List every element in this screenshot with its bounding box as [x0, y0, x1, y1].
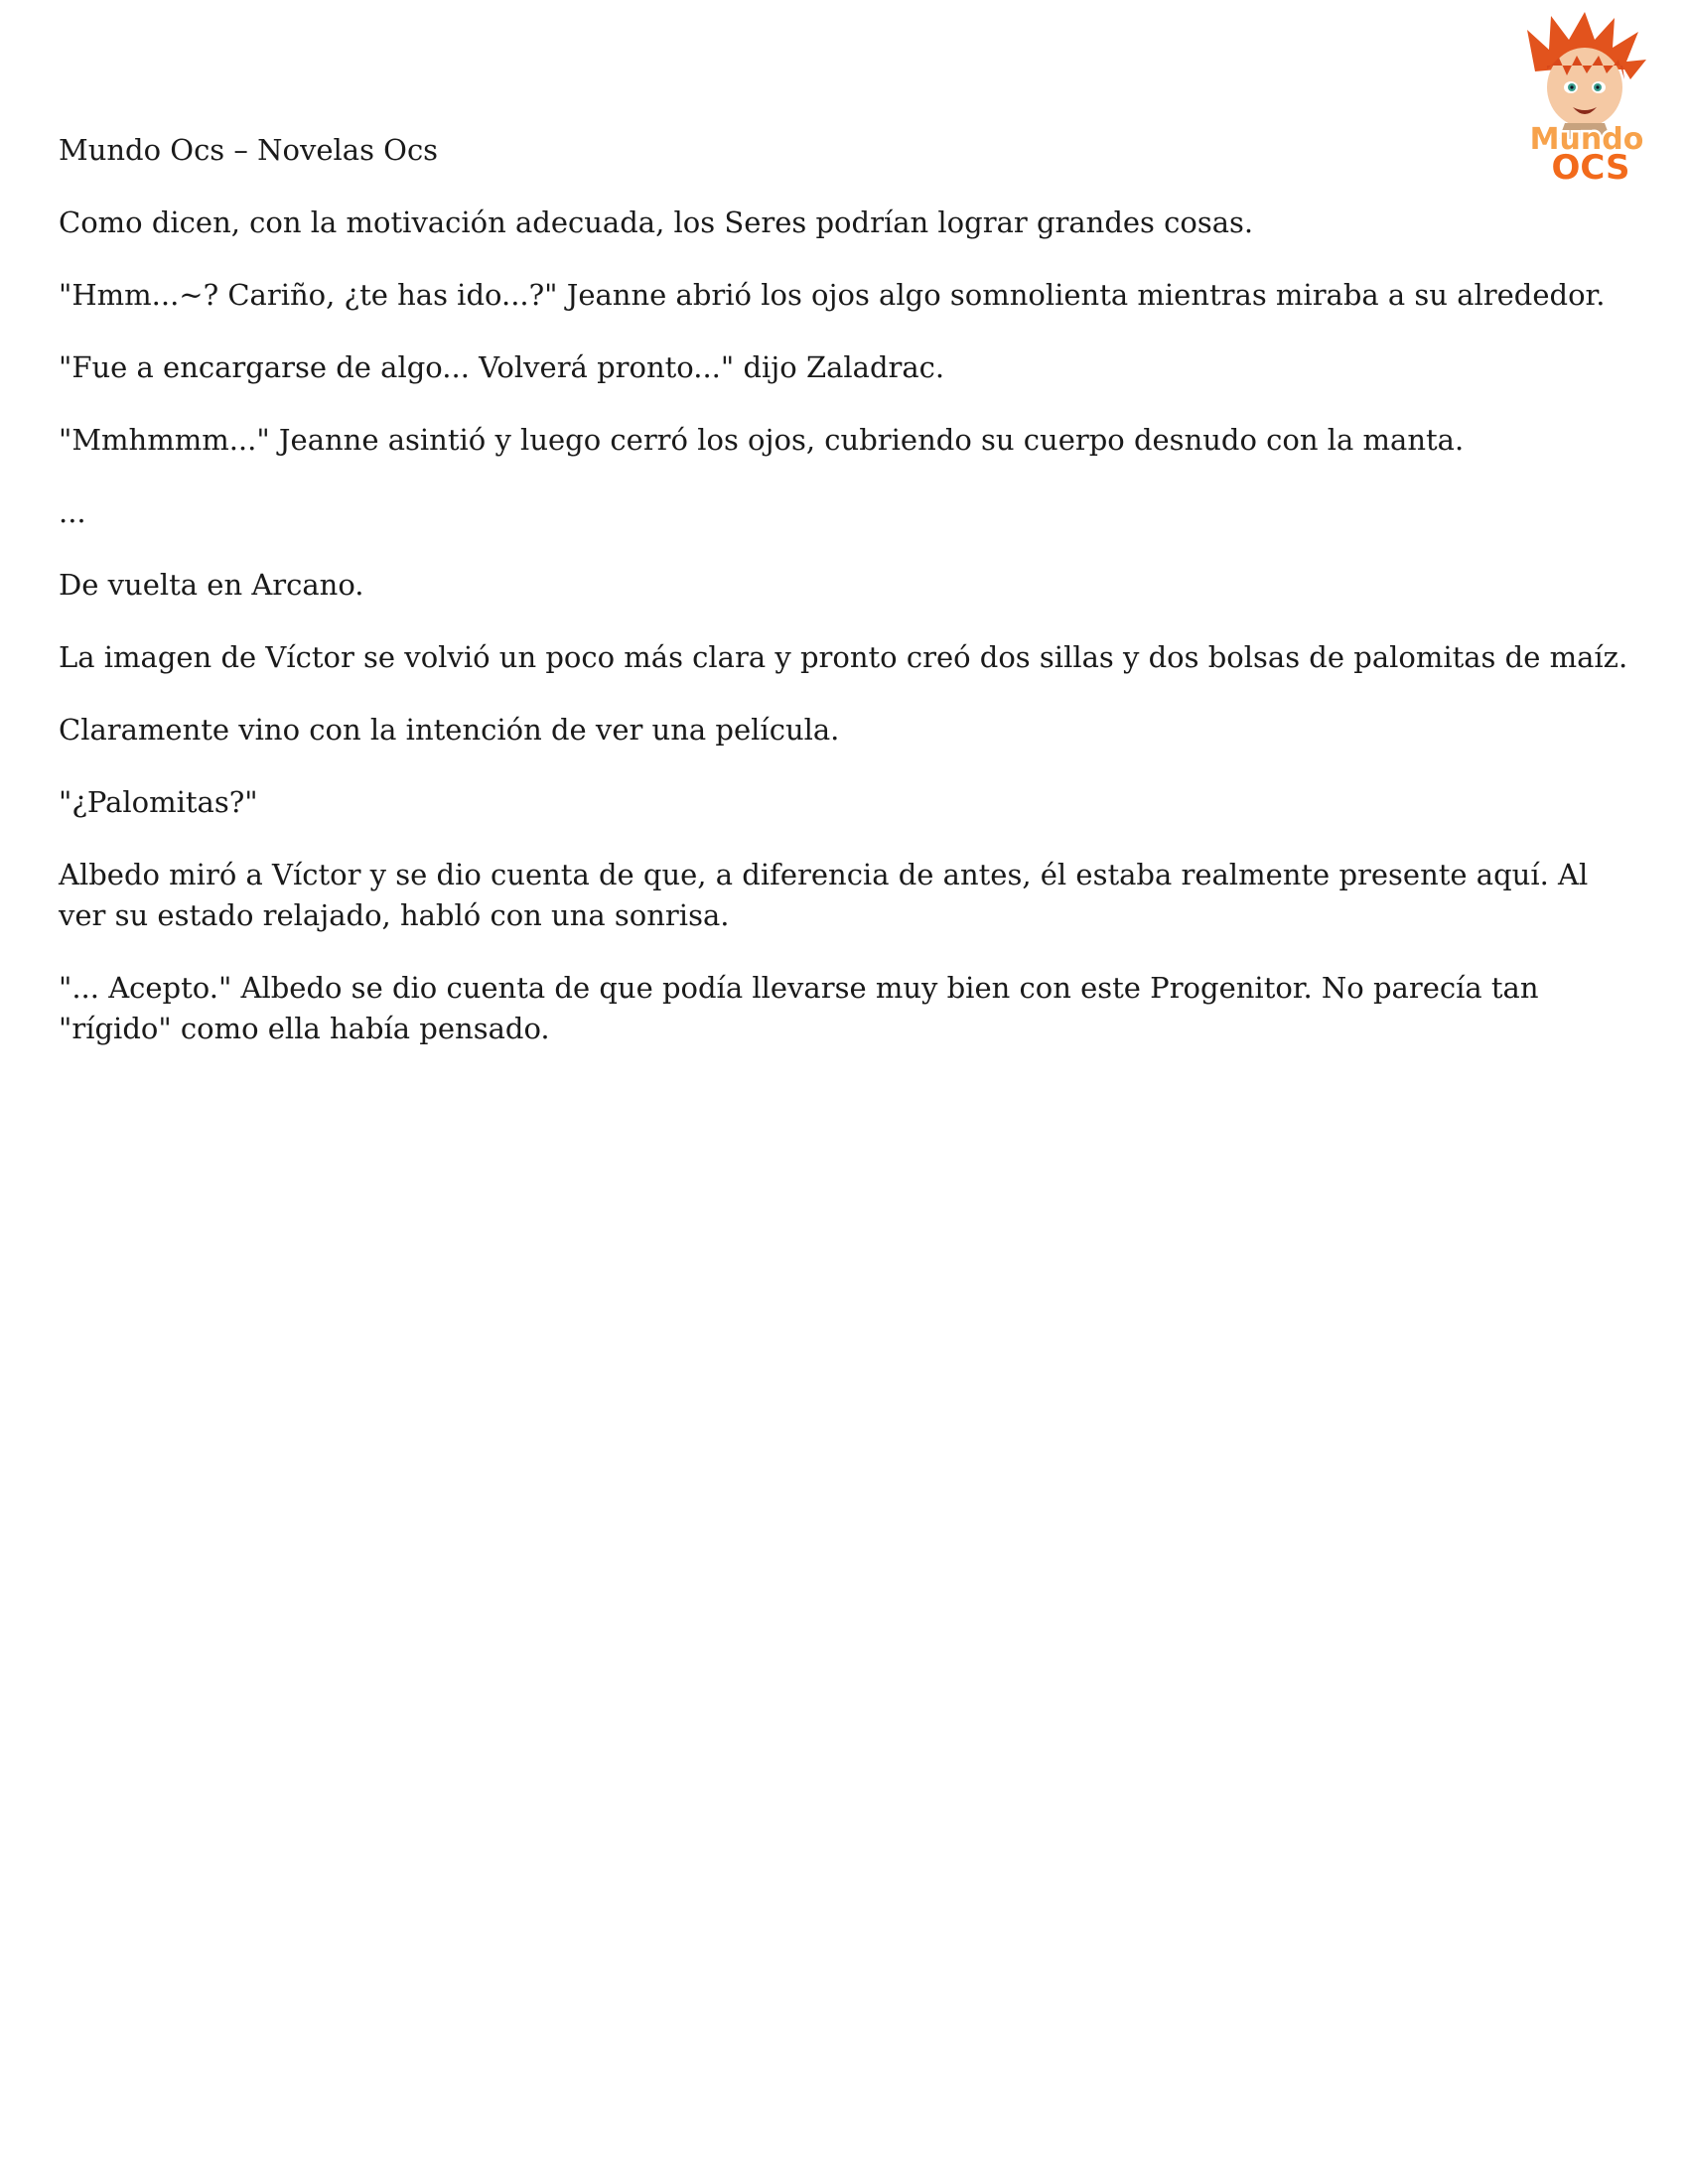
- paragraph: "Hmm...~? Cariño, ¿te has ido...?" Jeanne abrió los ojos algo somnolienta mientras miraba a su alrededor.: [59, 278, 1606, 312]
- paragraph: ...: [59, 495, 86, 529]
- paragraph: De vuelta en Arcano.: [59, 568, 364, 602]
- paragraph: "... Acepto." Albedo se dio cuenta de que podía llevarse muy bien con este Progenitor. No parecía tan "rígido" como ella había pensado.: [59, 971, 1539, 1045]
- logo-text-mundo: Mundo: [1529, 122, 1644, 157]
- paragraph: "Fue a encargarse de algo... Volverá pronto..." dijo Zaladrac.: [59, 350, 945, 384]
- document-body: [59, 130, 1637, 1081]
- paragraph: "Mmhmmm..." Jeanne asintió y luego cerró los ojos, cubriendo su cuerpo desnudo con la manta.: [59, 423, 1465, 457]
- paragraph: Claramente vino con la intención de ver una película.: [59, 713, 840, 747]
- logo-text-ocs: OCS: [1551, 148, 1630, 184]
- document-header-title: Mundo Ocs – Novelas Ocs: [59, 133, 439, 167]
- paragraph: La imagen de Víctor se volvió un poco más clara y pronto creó dos sillas y dos bolsas de palomitas de maíz.: [59, 640, 1628, 674]
- paragraph: Como dicen, con la motivación adecuada, los Seres podrían lograr grandes cosas.: [59, 205, 1254, 239]
- paragraph: "¿Palomitas?": [59, 785, 258, 819]
- paragraph: Albedo miró a Víctor y se dio cuenta de que, a diferencia de antes, él estaba realmente presente aquí. Al ver su estado relajado, habló con una sonrisa.: [59, 858, 1589, 932]
